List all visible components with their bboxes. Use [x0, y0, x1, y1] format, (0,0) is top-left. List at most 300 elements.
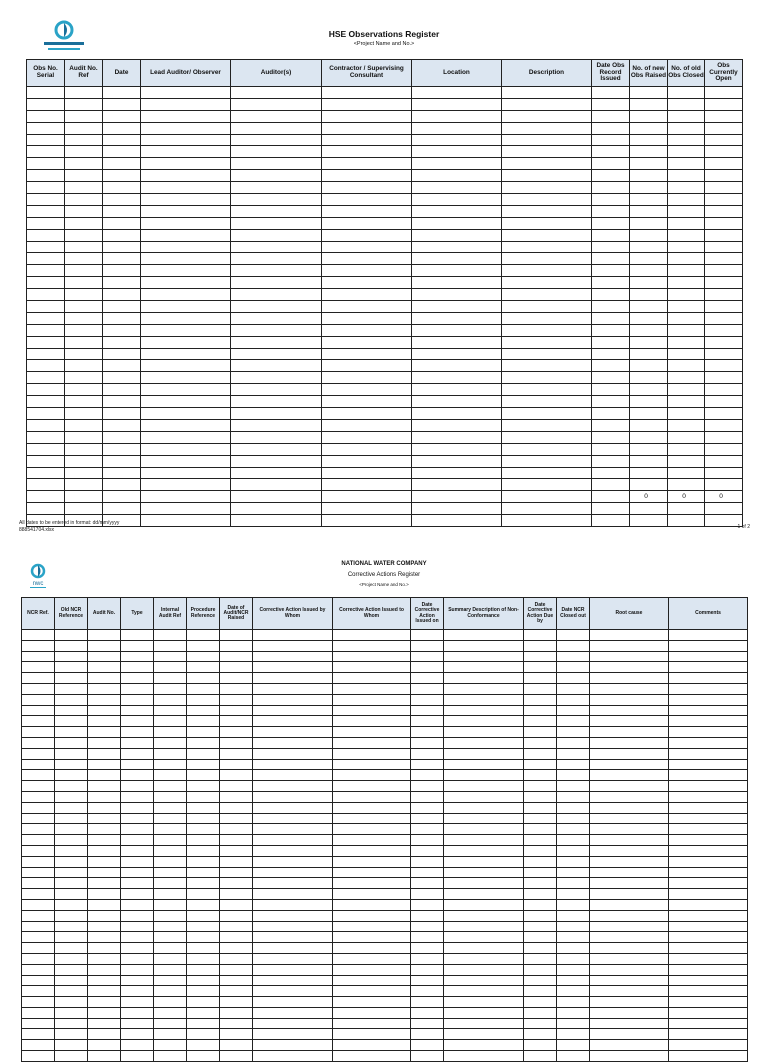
table-cell[interactable] [103, 455, 141, 467]
table-cell[interactable] [630, 324, 668, 336]
table-cell[interactable] [141, 277, 231, 289]
table-cell[interactable] [557, 1051, 590, 1062]
table-cell[interactable] [27, 312, 65, 324]
table-cell[interactable] [103, 110, 141, 122]
table-cell[interactable] [524, 835, 557, 846]
table-cell[interactable] [502, 336, 592, 348]
table-cell[interactable] [103, 348, 141, 360]
table-cell[interactable] [103, 419, 141, 431]
table-cell[interactable] [22, 705, 55, 716]
table-cell[interactable] [333, 705, 411, 716]
table-cell[interactable] [22, 899, 55, 910]
table-cell[interactable] [411, 716, 444, 727]
table-cell[interactable] [524, 748, 557, 759]
table-cell[interactable] [333, 770, 411, 781]
table-cell[interactable] [55, 748, 88, 759]
table-cell[interactable] [187, 673, 220, 684]
table-cell[interactable] [141, 491, 231, 503]
table-cell[interactable] [55, 932, 88, 943]
table-cell[interactable] [231, 324, 322, 336]
table-cell[interactable] [121, 781, 154, 792]
table-cell[interactable] [154, 694, 187, 705]
table-cell[interactable] [231, 384, 322, 396]
table-cell[interactable] [88, 791, 121, 802]
table-cell[interactable] [253, 932, 333, 943]
table-cell[interactable] [88, 889, 121, 900]
table-cell[interactable] [27, 217, 65, 229]
table-cell[interactable] [322, 289, 412, 301]
table-cell[interactable] [231, 289, 322, 301]
table-cell[interactable] [444, 716, 524, 727]
table-cell[interactable] [187, 737, 220, 748]
table-cell[interactable] [444, 845, 524, 856]
table-cell[interactable] [668, 194, 705, 206]
table-cell[interactable] [88, 997, 121, 1008]
table-cell[interactable] [444, 932, 524, 943]
table-cell[interactable] [121, 878, 154, 889]
table-cell[interactable] [253, 921, 333, 932]
table-cell[interactable] [557, 716, 590, 727]
table-cell[interactable] [103, 98, 141, 110]
table-cell[interactable] [154, 716, 187, 727]
table-cell[interactable] [412, 301, 502, 313]
table-cell[interactable] [524, 694, 557, 705]
table-cell[interactable] [322, 182, 412, 194]
table-cell[interactable] [220, 856, 253, 867]
table-cell[interactable] [411, 770, 444, 781]
table-cell[interactable] [590, 813, 669, 824]
table-cell[interactable] [27, 360, 65, 372]
table-cell[interactable] [65, 324, 103, 336]
table-cell[interactable] [154, 662, 187, 673]
table-cell[interactable] [231, 491, 322, 503]
table-cell[interactable] [333, 943, 411, 954]
table-cell[interactable] [187, 856, 220, 867]
table-cell[interactable] [103, 241, 141, 253]
table-cell[interactable] [668, 146, 705, 158]
table-cell[interactable] [322, 515, 412, 527]
table-cell[interactable] [220, 651, 253, 662]
table-cell[interactable] [253, 856, 333, 867]
table-cell[interactable] [412, 431, 502, 443]
table-cell[interactable] [55, 1040, 88, 1051]
table-cell[interactable] [121, 824, 154, 835]
table-cell[interactable] [502, 87, 592, 99]
table-cell[interactable] [630, 515, 668, 527]
table-cell[interactable] [524, 899, 557, 910]
table-cell[interactable] [412, 360, 502, 372]
table-cell[interactable] [88, 716, 121, 727]
table-cell[interactable] [630, 146, 668, 158]
table-cell[interactable] [557, 1007, 590, 1018]
table-cell[interactable] [55, 683, 88, 694]
table-cell[interactable] [502, 205, 592, 217]
table-cell[interactable] [668, 122, 705, 134]
table-cell[interactable] [65, 146, 103, 158]
table-cell[interactable] [121, 1029, 154, 1040]
table-cell[interactable] [88, 824, 121, 835]
table-cell[interactable] [121, 770, 154, 781]
table-cell[interactable] [590, 770, 669, 781]
table-cell[interactable] [444, 813, 524, 824]
table-cell[interactable] [705, 467, 743, 479]
table-cell[interactable] [590, 694, 669, 705]
table-cell[interactable] [444, 964, 524, 975]
table-cell[interactable] [187, 1007, 220, 1018]
table-cell[interactable] [22, 737, 55, 748]
table-cell[interactable] [141, 289, 231, 301]
table-cell[interactable] [88, 953, 121, 964]
table-cell[interactable] [322, 455, 412, 467]
table-cell[interactable] [333, 986, 411, 997]
table-cell[interactable] [524, 932, 557, 943]
table-cell[interactable] [231, 479, 322, 491]
table-cell[interactable] [27, 408, 65, 420]
table-cell[interactable] [103, 431, 141, 443]
table-cell[interactable] [88, 748, 121, 759]
table-cell[interactable] [592, 98, 630, 110]
table-cell[interactable] [333, 856, 411, 867]
table-cell[interactable] [121, 683, 154, 694]
table-cell[interactable] [253, 867, 333, 878]
table-cell[interactable] [669, 867, 748, 878]
table-cell[interactable] [444, 1029, 524, 1040]
table-cell[interactable] [705, 217, 743, 229]
table-cell[interactable] [705, 265, 743, 277]
table-cell[interactable] [27, 194, 65, 206]
table-cell[interactable] [669, 748, 748, 759]
table-cell[interactable] [121, 716, 154, 727]
table-cell[interactable] [590, 802, 669, 813]
table-cell[interactable] [557, 943, 590, 954]
table-cell[interactable] [220, 1029, 253, 1040]
table-cell[interactable] [412, 491, 502, 503]
table-cell[interactable] [55, 943, 88, 954]
table-cell[interactable] [630, 348, 668, 360]
table-cell[interactable] [141, 455, 231, 467]
table-cell[interactable] [412, 289, 502, 301]
table-cell[interactable] [668, 479, 705, 491]
table-cell[interactable] [705, 205, 743, 217]
table-cell[interactable] [557, 640, 590, 651]
table-cell[interactable] [592, 158, 630, 170]
table-cell[interactable] [590, 986, 669, 997]
table-cell[interactable] [668, 408, 705, 420]
table-cell[interactable] [557, 737, 590, 748]
table-cell[interactable] [668, 515, 705, 527]
table-cell[interactable] [705, 503, 743, 515]
table-cell[interactable] [55, 867, 88, 878]
table-cell[interactable] [668, 324, 705, 336]
table-cell[interactable] [705, 301, 743, 313]
table-cell[interactable] [592, 491, 630, 503]
table-cell[interactable] [592, 170, 630, 182]
table-cell[interactable] [154, 856, 187, 867]
table-cell[interactable] [705, 360, 743, 372]
table-cell[interactable] [411, 748, 444, 759]
table-cell[interactable] [154, 943, 187, 954]
table-cell[interactable] [22, 791, 55, 802]
table-cell[interactable] [630, 98, 668, 110]
table-cell[interactable] [333, 867, 411, 878]
table-cell[interactable] [121, 748, 154, 759]
table-cell[interactable] [22, 953, 55, 964]
table-cell[interactable] [27, 134, 65, 146]
table-cell[interactable] [22, 889, 55, 900]
table-cell[interactable] [333, 899, 411, 910]
table-cell[interactable] [524, 630, 557, 641]
table-cell[interactable] [444, 770, 524, 781]
table-cell[interactable] [27, 122, 65, 134]
table-cell[interactable] [333, 651, 411, 662]
table-cell[interactable] [55, 910, 88, 921]
table-cell[interactable] [121, 997, 154, 1008]
table-cell[interactable] [502, 122, 592, 134]
table-cell[interactable] [231, 122, 322, 134]
table-cell[interactable] [322, 158, 412, 170]
table-cell[interactable] [592, 122, 630, 134]
table-cell[interactable] [590, 1029, 669, 1040]
table-cell[interactable] [322, 396, 412, 408]
table-cell[interactable] [253, 770, 333, 781]
table-cell[interactable] [669, 791, 748, 802]
table-cell[interactable] [502, 479, 592, 491]
table-cell[interactable] [630, 217, 668, 229]
table-cell[interactable] [220, 953, 253, 964]
table-cell[interactable] [630, 253, 668, 265]
table-cell[interactable] [154, 835, 187, 846]
table-cell[interactable] [141, 265, 231, 277]
table-cell[interactable] [333, 781, 411, 792]
table-cell[interactable] [65, 431, 103, 443]
table-cell[interactable] [630, 110, 668, 122]
table-cell[interactable] [444, 630, 524, 641]
table-cell[interactable] [333, 802, 411, 813]
table-cell[interactable] [88, 683, 121, 694]
table-cell[interactable] [55, 975, 88, 986]
table-cell[interactable] [121, 964, 154, 975]
table-cell[interactable] [231, 301, 322, 313]
table-cell[interactable] [220, 910, 253, 921]
table-cell[interactable] [592, 431, 630, 443]
table-cell[interactable] [253, 953, 333, 964]
table-cell[interactable] [27, 146, 65, 158]
table-cell[interactable] [590, 716, 669, 727]
table-cell[interactable] [412, 324, 502, 336]
table-cell[interactable] [220, 845, 253, 856]
table-cell[interactable] [22, 943, 55, 954]
table-cell[interactable] [411, 824, 444, 835]
table-cell[interactable] [187, 662, 220, 673]
table-cell[interactable] [121, 673, 154, 684]
table-cell[interactable] [333, 683, 411, 694]
table-cell[interactable] [412, 170, 502, 182]
table-cell[interactable] [669, 997, 748, 1008]
table-cell[interactable] [557, 824, 590, 835]
table-cell[interactable] [630, 431, 668, 443]
table-cell[interactable] [630, 194, 668, 206]
table-cell[interactable] [65, 312, 103, 324]
table-cell[interactable] [411, 673, 444, 684]
table-cell[interactable] [630, 277, 668, 289]
table-cell[interactable] [88, 1029, 121, 1040]
table-cell[interactable] [524, 910, 557, 921]
table-cell[interactable] [333, 1007, 411, 1018]
table-cell[interactable] [590, 759, 669, 770]
table-cell[interactable] [411, 651, 444, 662]
table-cell[interactable] [27, 98, 65, 110]
table-cell[interactable] [412, 443, 502, 455]
table-cell[interactable] [502, 170, 592, 182]
table-cell[interactable] [669, 727, 748, 738]
table-cell[interactable] [88, 899, 121, 910]
table-cell[interactable] [557, 1029, 590, 1040]
table-cell[interactable] [22, 727, 55, 738]
table-cell[interactable] [187, 867, 220, 878]
table-cell[interactable] [103, 134, 141, 146]
table-cell[interactable] [220, 921, 253, 932]
table-cell[interactable] [187, 953, 220, 964]
table-cell[interactable] [220, 727, 253, 738]
table-cell[interactable] [187, 694, 220, 705]
table-cell[interactable] [231, 194, 322, 206]
table-cell[interactable] [121, 737, 154, 748]
table-cell[interactable] [557, 835, 590, 846]
table-cell[interactable] [22, 932, 55, 943]
table-cell[interactable] [27, 158, 65, 170]
table-cell[interactable] [220, 781, 253, 792]
table-cell[interactable] [669, 802, 748, 813]
table-cell[interactable] [322, 384, 412, 396]
table-cell[interactable] [669, 899, 748, 910]
table-cell[interactable] [590, 1007, 669, 1018]
table-cell[interactable] [630, 289, 668, 301]
table-cell[interactable] [502, 384, 592, 396]
table-cell[interactable] [88, 921, 121, 932]
table-cell[interactable] [88, 943, 121, 954]
table-cell[interactable] [27, 372, 65, 384]
table-cell[interactable] [333, 759, 411, 770]
table-cell[interactable] [154, 683, 187, 694]
table-cell[interactable] [524, 986, 557, 997]
table-cell[interactable] [412, 158, 502, 170]
table-cell[interactable] [557, 694, 590, 705]
table-cell[interactable] [88, 640, 121, 651]
table-cell[interactable] [630, 360, 668, 372]
table-cell[interactable] [187, 651, 220, 662]
table-cell[interactable] [121, 899, 154, 910]
table-cell[interactable] [103, 265, 141, 277]
table-cell[interactable] [592, 265, 630, 277]
table-cell[interactable] [668, 98, 705, 110]
table-cell[interactable] [412, 87, 502, 99]
table-cell[interactable] [590, 640, 669, 651]
table-cell[interactable] [22, 759, 55, 770]
table-cell[interactable] [27, 289, 65, 301]
table-cell[interactable] [590, 932, 669, 943]
table-cell[interactable] [141, 217, 231, 229]
table-cell[interactable] [65, 265, 103, 277]
table-cell[interactable] [557, 651, 590, 662]
table-cell[interactable] [444, 921, 524, 932]
table-cell[interactable] [412, 194, 502, 206]
table-cell[interactable] [411, 835, 444, 846]
table-cell[interactable] [27, 182, 65, 194]
table-cell[interactable] [411, 889, 444, 900]
table-cell[interactable] [630, 372, 668, 384]
table-cell[interactable] [65, 241, 103, 253]
table-cell[interactable] [253, 748, 333, 759]
table-cell[interactable] [187, 748, 220, 759]
table-cell[interactable] [154, 651, 187, 662]
table-cell[interactable] [253, 997, 333, 1008]
table-cell[interactable] [231, 134, 322, 146]
table-cell[interactable] [630, 205, 668, 217]
table-cell[interactable] [557, 1040, 590, 1051]
table-cell[interactable] [590, 651, 669, 662]
table-cell[interactable] [411, 975, 444, 986]
table-cell[interactable] [187, 791, 220, 802]
table-cell[interactable] [668, 217, 705, 229]
table-cell[interactable] [412, 265, 502, 277]
table-cell[interactable] [88, 932, 121, 943]
table-cell[interactable] [705, 122, 743, 134]
table-cell[interactable] [502, 265, 592, 277]
table-cell[interactable] [411, 640, 444, 651]
table-cell[interactable] [412, 134, 502, 146]
table-cell[interactable] [103, 289, 141, 301]
table-cell[interactable] [590, 953, 669, 964]
table-cell[interactable] [333, 662, 411, 673]
table-cell[interactable] [668, 277, 705, 289]
table-cell[interactable] [141, 98, 231, 110]
table-cell[interactable] [88, 770, 121, 781]
table-cell[interactable] [253, 630, 333, 641]
table-cell[interactable] [668, 158, 705, 170]
table-cell[interactable] [669, 813, 748, 824]
table-cell[interactable] [253, 1007, 333, 1018]
table-cell[interactable] [103, 408, 141, 420]
table-cell[interactable] [253, 943, 333, 954]
table-cell[interactable] [187, 921, 220, 932]
table-cell[interactable] [412, 217, 502, 229]
table-cell[interactable] [187, 889, 220, 900]
table-cell[interactable] [333, 748, 411, 759]
table-cell[interactable] [592, 467, 630, 479]
table-cell[interactable] [22, 835, 55, 846]
table-cell[interactable] [65, 182, 103, 194]
table-cell[interactable] [231, 360, 322, 372]
table-cell[interactable] [27, 301, 65, 313]
table-cell[interactable] [590, 921, 669, 932]
table-cell[interactable] [557, 727, 590, 738]
table-cell[interactable] [253, 737, 333, 748]
table-cell[interactable] [557, 845, 590, 856]
table-cell[interactable] [55, 878, 88, 889]
table-cell[interactable] [668, 503, 705, 515]
table-cell[interactable] [220, 889, 253, 900]
table-cell[interactable] [55, 781, 88, 792]
table-cell[interactable] [55, 727, 88, 738]
table-cell[interactable] [103, 384, 141, 396]
table-cell[interactable] [705, 241, 743, 253]
table-cell[interactable] [668, 170, 705, 182]
table-cell[interactable] [669, 683, 748, 694]
table-cell[interactable] [231, 515, 322, 527]
table-cell[interactable] [705, 182, 743, 194]
table-cell[interactable] [412, 241, 502, 253]
table-cell[interactable] [592, 87, 630, 99]
